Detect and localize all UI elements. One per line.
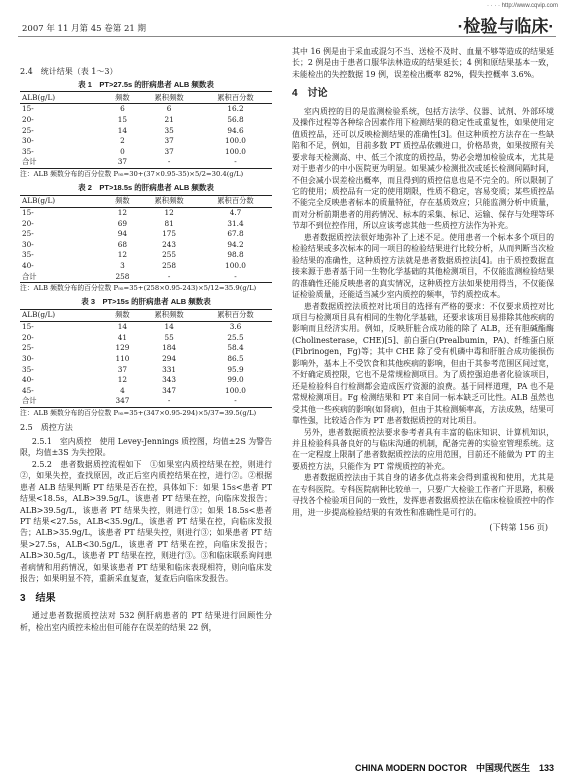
table-cell: 37 bbox=[106, 157, 140, 168]
table-cell: - bbox=[199, 396, 272, 407]
table-row bbox=[20, 343, 272, 354]
discussion-paragraph: 患者数据质控法由于其自身的诸多优点将来会得到重视和使用，尤其是在专科医院。专科医院病种比较单一，只要广大检验工作者广开思路，积极寻找各个检验项目间的一致性，发挥患者数据质控法在临床检验质控中的作用，进一步提高检验结果的有效性和准确性是可行的。 bbox=[292, 473, 554, 517]
table-row bbox=[20, 354, 272, 365]
table-cell: 184 bbox=[162, 343, 177, 353]
table-cell: 100.0 bbox=[225, 146, 246, 156]
table-row bbox=[20, 229, 272, 240]
table-note: 注：ALB 频数分布的百分位数 P₉₅=35+(347×0.95-294)×5/37=39.5(g/L) bbox=[20, 409, 257, 418]
table-cell: 110 bbox=[115, 354, 130, 364]
table-cell: 45- bbox=[22, 385, 34, 395]
table-cell: 67.8 bbox=[227, 229, 244, 239]
table-cell: 94.2 bbox=[227, 239, 244, 249]
table-cell: 347 bbox=[106, 396, 140, 407]
table-cell: 94.6 bbox=[227, 125, 244, 135]
table-row bbox=[20, 240, 272, 251]
table-row bbox=[20, 386, 272, 397]
table-row bbox=[20, 261, 272, 272]
column-header: ALB(g/L) bbox=[20, 92, 106, 104]
table-cell: 12 bbox=[117, 208, 128, 218]
method-title: 2.5 质控方法 bbox=[20, 423, 73, 433]
results-paragraph: 通过患者数据质控法对 532 例肝病患者的 PT 结果进行回顾性分析，检出室内质控未检出但可能存在误差的结果 22 例， bbox=[20, 611, 272, 632]
column-header: 频数 bbox=[106, 196, 140, 208]
column-header: 累积百分数 bbox=[199, 92, 272, 104]
table-cell: 258 bbox=[106, 272, 140, 283]
column-header: ALB(g/L) bbox=[20, 310, 106, 322]
table-cell: 255 bbox=[162, 250, 177, 260]
table-cell: 0 bbox=[120, 146, 125, 156]
table-cell: 3 bbox=[120, 261, 125, 271]
table-note: 注：ALB 频数分布的百分位数 P₉₅=35+(258×0.95-243)×5/12=35.9(g/L) bbox=[20, 284, 257, 293]
table-cell: 56.8 bbox=[227, 115, 244, 125]
table-cell: 14 bbox=[117, 322, 128, 332]
method-paragraph-2: 2.5.2 患者数据质控流程如下 ①如果室内质控结果在控，则进行②，如果失控，查找原因，改正后室内质控结果在控，进行②。②根据患者 ALB 结果判断 PT 结果是否在控，具体如下：如果 15s<患者 PT 结果<18.5s，ALB>39.5g/L，该患者 PT 结果在控，向临床发报告；ALB>39.5g/L，该患者 PT 结果失控，则进行③；如果 18.5s<患者 PT 结果<27.5s，ALB<35.9g/L，该患者 PT 结果在控，向临床发报告；ALB>35.9g/L，该患者 PT 结果失控，则进行③；如果患者 PT 结果>27.5s，ALB<30.5g/L，该患者 PT 结果在控，向临床发报告；ALB>30.5g/L，该患者 PT 结果在控，则进行③。③和临床联系询问患者病情和用药情况，如果该患者 PT 结果和临床表现相符，则向临床发报告；如果明显不符，重新采血复查，复查后向临床发报告。 bbox=[20, 459, 272, 584]
discussion-paragraph: 患者数据质控法质控对比项目的选择有严格的要求：不仅要求质控对比项目与检测项目具有相同的生物化学基础，还要求该项目易排除其他疾病的影响而且经济实用。例如，反映肝脏合成功能的除了 ALB，还有胆碱酯酶(Cholinesterase，CHE)[5]、前白蛋白(Prealbumin，PA)、纤维蛋白原(Fibrinogen，Fg)等；其中 CHE 除了受有机磷中毒和肝脏合成功能损伤影响外，基本上不受饮食和其他疾病的影响，但由于其参考范围区间过宽，不好确定质控限，它也不是常规检测项目。为了质控强迫患者化验该项目，还是检验科自行检测都会造成医疗资源的浪费。基于同样道理，PA 也不是常规检测项目。Fg 检测结果和 PT 来自同一标本缺乏可比性。ALB 虽然也受其他一些疾病的影响(如肾病)，但由于其检测频率高，方法成熟，结果可靠性强，比较适合作为 PT 患者数据质控的对比项目。 bbox=[292, 301, 554, 426]
discussion-paragraph: 患者数据质控法很好地弥补了上述不足。使用患者一个标本多个项目的检验结果或多次标本的同一项目的检验结果进行比较分析，从而判断当次检验结果的准确性，这种质控方法就是患者数据质控法[4]。由于质控数据直接来源于患者基于同一生物化学基础的其他检测项目，不仅能监测检验结果的准确性还能反映患者的真实情况，这种质控方法如果使用得当，不仅能保证检验质量，还能适当减少室内质控的频率，节约质控成本。 bbox=[292, 232, 554, 300]
column-header: 累积百分数 bbox=[199, 310, 272, 322]
table-cell: 35- bbox=[22, 364, 34, 374]
section-title: ·检验与临床· bbox=[457, 17, 554, 36]
table-row bbox=[20, 219, 272, 230]
table-cell: 25.5 bbox=[227, 332, 244, 342]
table-row bbox=[20, 250, 272, 261]
table-note: 注：ALB 频数分布的百分位数 P₉₅=30+(37×0.95-35)×5/2=30.4(g/L) bbox=[20, 170, 244, 179]
table-row bbox=[20, 208, 272, 219]
column-header: ALB(g/L) bbox=[20, 196, 106, 208]
table-title: 表 3 PT>15s 的肝病患者 ALB 频数表 bbox=[81, 297, 211, 307]
table-cell: 20- bbox=[22, 115, 34, 125]
table-cell: 98.8 bbox=[227, 250, 244, 260]
table-cell: 14 bbox=[117, 125, 128, 135]
table-cell: 20- bbox=[22, 332, 34, 342]
frequency-tables bbox=[20, 80, 272, 419]
header-rule bbox=[18, 36, 556, 37]
table-cell: 37 bbox=[117, 364, 128, 374]
table-cell: 25- bbox=[22, 229, 34, 239]
table-cell: 6 bbox=[120, 104, 125, 114]
table-cell: 55 bbox=[164, 332, 174, 342]
page-footer: CHINA MODERN DOCTOR 中国现代医生 133 bbox=[354, 763, 554, 773]
results-title: 3 结果 bbox=[20, 592, 56, 604]
table-cell: 3.6 bbox=[229, 322, 242, 332]
right-column bbox=[292, 46, 554, 534]
column-header: 累积频数 bbox=[139, 310, 199, 322]
table-title: 表 2 PT>18.5s 的肝病患者 ALB 频数表 bbox=[78, 183, 214, 193]
table-cell: 35- bbox=[22, 146, 34, 156]
table-cell: 16.2 bbox=[227, 104, 244, 114]
results-continued: 其中 16 例是由于采血或混匀不当、送检不及时、血量不够等造成的结果延长；2 例是由于患者口服华法林造成的结果延长；4 例和原结果基本一致，未能检出的失控数据 19 例，误差检出概率 82%，假失控概率 3.6%。 bbox=[292, 47, 554, 79]
table-row bbox=[20, 126, 272, 137]
subsection-title: 2.4 统计结果（表 1～3） bbox=[20, 67, 118, 76]
table-cell: 40- bbox=[22, 261, 34, 271]
table-cell: 100.0 bbox=[225, 385, 246, 395]
column-header: 累积频数 bbox=[139, 92, 199, 104]
table-cell: - bbox=[139, 272, 199, 283]
table-row bbox=[20, 104, 272, 115]
table-cell: 15- bbox=[22, 104, 34, 114]
table-cell: 40- bbox=[22, 375, 34, 385]
table-row bbox=[20, 375, 272, 386]
table-cell: 30- bbox=[22, 239, 34, 249]
table-cell: 294 bbox=[162, 354, 177, 364]
table-cell: 99.0 bbox=[227, 375, 244, 385]
table-cell: 12 bbox=[164, 208, 174, 218]
discussion-paragraph: 另外，患者数据质控法要求参考者具有丰富的临床知识、计算机知识，并且检验科具备良好的与临床沟通的机制，配备完善的实验室管理系统。这在一定程度上限制了患者数据质控法的应用范围，目前还不能做为 PT 的主要质控方法，只能作为 PT 常规质控的补充。 bbox=[292, 427, 554, 471]
table-cell: 31.4 bbox=[227, 218, 244, 228]
table-cell: 35 bbox=[164, 125, 174, 135]
left-column bbox=[20, 46, 272, 633]
table-cell: 6 bbox=[166, 104, 172, 114]
table-cell: 343 bbox=[162, 375, 177, 385]
table-cell: - bbox=[139, 157, 199, 168]
table-cell: 12 bbox=[117, 375, 128, 385]
table-row bbox=[20, 136, 272, 147]
table-cell: 15- bbox=[22, 322, 34, 332]
table-cell: 129 bbox=[115, 343, 130, 353]
table-cell: 100.0 bbox=[225, 261, 246, 271]
frequency-table bbox=[20, 91, 272, 169]
table-row bbox=[20, 147, 272, 158]
table-cell: 69 bbox=[117, 218, 128, 228]
table-title: 表 1 PT>27.5s 的肝病患者 ALB 频数表 bbox=[78, 79, 214, 89]
table-cell: 81 bbox=[164, 218, 174, 228]
table-cell: 合计 bbox=[20, 396, 106, 407]
table-cell: 30- bbox=[22, 354, 34, 364]
frequency-table bbox=[20, 309, 272, 408]
column-header: 频数 bbox=[106, 310, 140, 322]
table-cell: 15- bbox=[22, 208, 34, 218]
table-cell: 14 bbox=[164, 322, 174, 332]
table-cell: 100.0 bbox=[225, 136, 246, 146]
table-cell: 37 bbox=[164, 136, 174, 146]
table-cell: 94 bbox=[117, 229, 128, 239]
column-header: 累积百分数 bbox=[199, 196, 272, 208]
table-cell: 175 bbox=[162, 229, 177, 239]
table-cell: 25- bbox=[22, 125, 34, 135]
issue-info: 2007 年 11 月第 45 卷第 21 期 bbox=[22, 24, 146, 34]
column-header: 累积频数 bbox=[139, 196, 199, 208]
table-cell: 25- bbox=[22, 343, 34, 353]
table-row bbox=[20, 157, 272, 168]
table-row bbox=[20, 396, 272, 407]
table-row bbox=[20, 322, 272, 333]
table-cell: - bbox=[199, 272, 272, 283]
table-cell: - bbox=[199, 157, 272, 168]
table-cell: - bbox=[139, 396, 199, 407]
table-cell: 258 bbox=[162, 261, 177, 271]
table-cell: 合计 bbox=[20, 272, 106, 283]
table-row bbox=[20, 272, 272, 283]
table-cell: 4 bbox=[120, 385, 125, 395]
table-cell: 30- bbox=[22, 136, 34, 146]
table-cell: 12 bbox=[117, 250, 128, 260]
table-cell: 58.4 bbox=[227, 343, 244, 353]
table-row bbox=[20, 115, 272, 126]
source-url: · · · · http://www.cqvip.com bbox=[486, 3, 558, 9]
table-cell: 347 bbox=[162, 385, 177, 395]
table-cell: 20- bbox=[22, 218, 34, 228]
table-cell: 86.5 bbox=[227, 354, 244, 364]
table-cell: 37 bbox=[164, 146, 174, 156]
table-row bbox=[20, 365, 272, 376]
discussion-title: 4 讨论 bbox=[292, 88, 328, 100]
frequency-table bbox=[20, 195, 272, 283]
table-cell: 95.9 bbox=[227, 364, 244, 374]
continued-note: (下转第 156 页) bbox=[489, 523, 548, 533]
table-cell: 35- bbox=[22, 250, 34, 260]
table-cell: 4.7 bbox=[229, 208, 242, 218]
table-cell: 243 bbox=[162, 239, 177, 249]
table-cell: 21 bbox=[164, 115, 174, 125]
column-header: 频数 bbox=[106, 92, 140, 104]
table-cell: 合计 bbox=[20, 157, 106, 168]
method-paragraph-1: 2.5.1 室内质控 使用 Levey-Jennings 质控图，均值±2S 为警告限，均值±3S 为失控限。 bbox=[20, 436, 272, 458]
table-cell: 41 bbox=[117, 332, 128, 342]
table-cell: 331 bbox=[162, 364, 177, 374]
table-cell: 68 bbox=[117, 239, 128, 249]
discussion-paragraph: 室内质控的目的是监测检验系统，包括方法学、仪器、试剂、外部环境及操作过程等各种综合因素作用下检测结果的稳定性或重复性，如果使用定值质控品，还可以反映检测结果的准确性[3]。但这种质控方法存在一些缺陷和不足，例如，目前多数 PT 质控品依赖进口，价格昂贵，如果按照有关要求每天检测高、中、低三个浓度的质控品，势必会增加检验成本，尤其是对于患者少的中小医院更为明显。如果减少检测批次或延长检测间隔时间，不但会减小误差检出概率，而且得到的质控信息也是不完全的。所以限制了它的使用；质控品有一定的使用期限，性质不稳定，容易变质；某些质控品不能完全反映患者标本的质量特征，存在基质效应；只能监测分析中质量，而对分析前期患者的用药情况、标本的采集、标记、运输、保存与处理等环节却不到位控作用，所以应该考虑其他一些质控方法作为补充。 bbox=[292, 106, 554, 231]
table-cell: 15 bbox=[117, 115, 128, 125]
table-cell: 2 bbox=[120, 136, 125, 146]
table-row bbox=[20, 333, 272, 344]
